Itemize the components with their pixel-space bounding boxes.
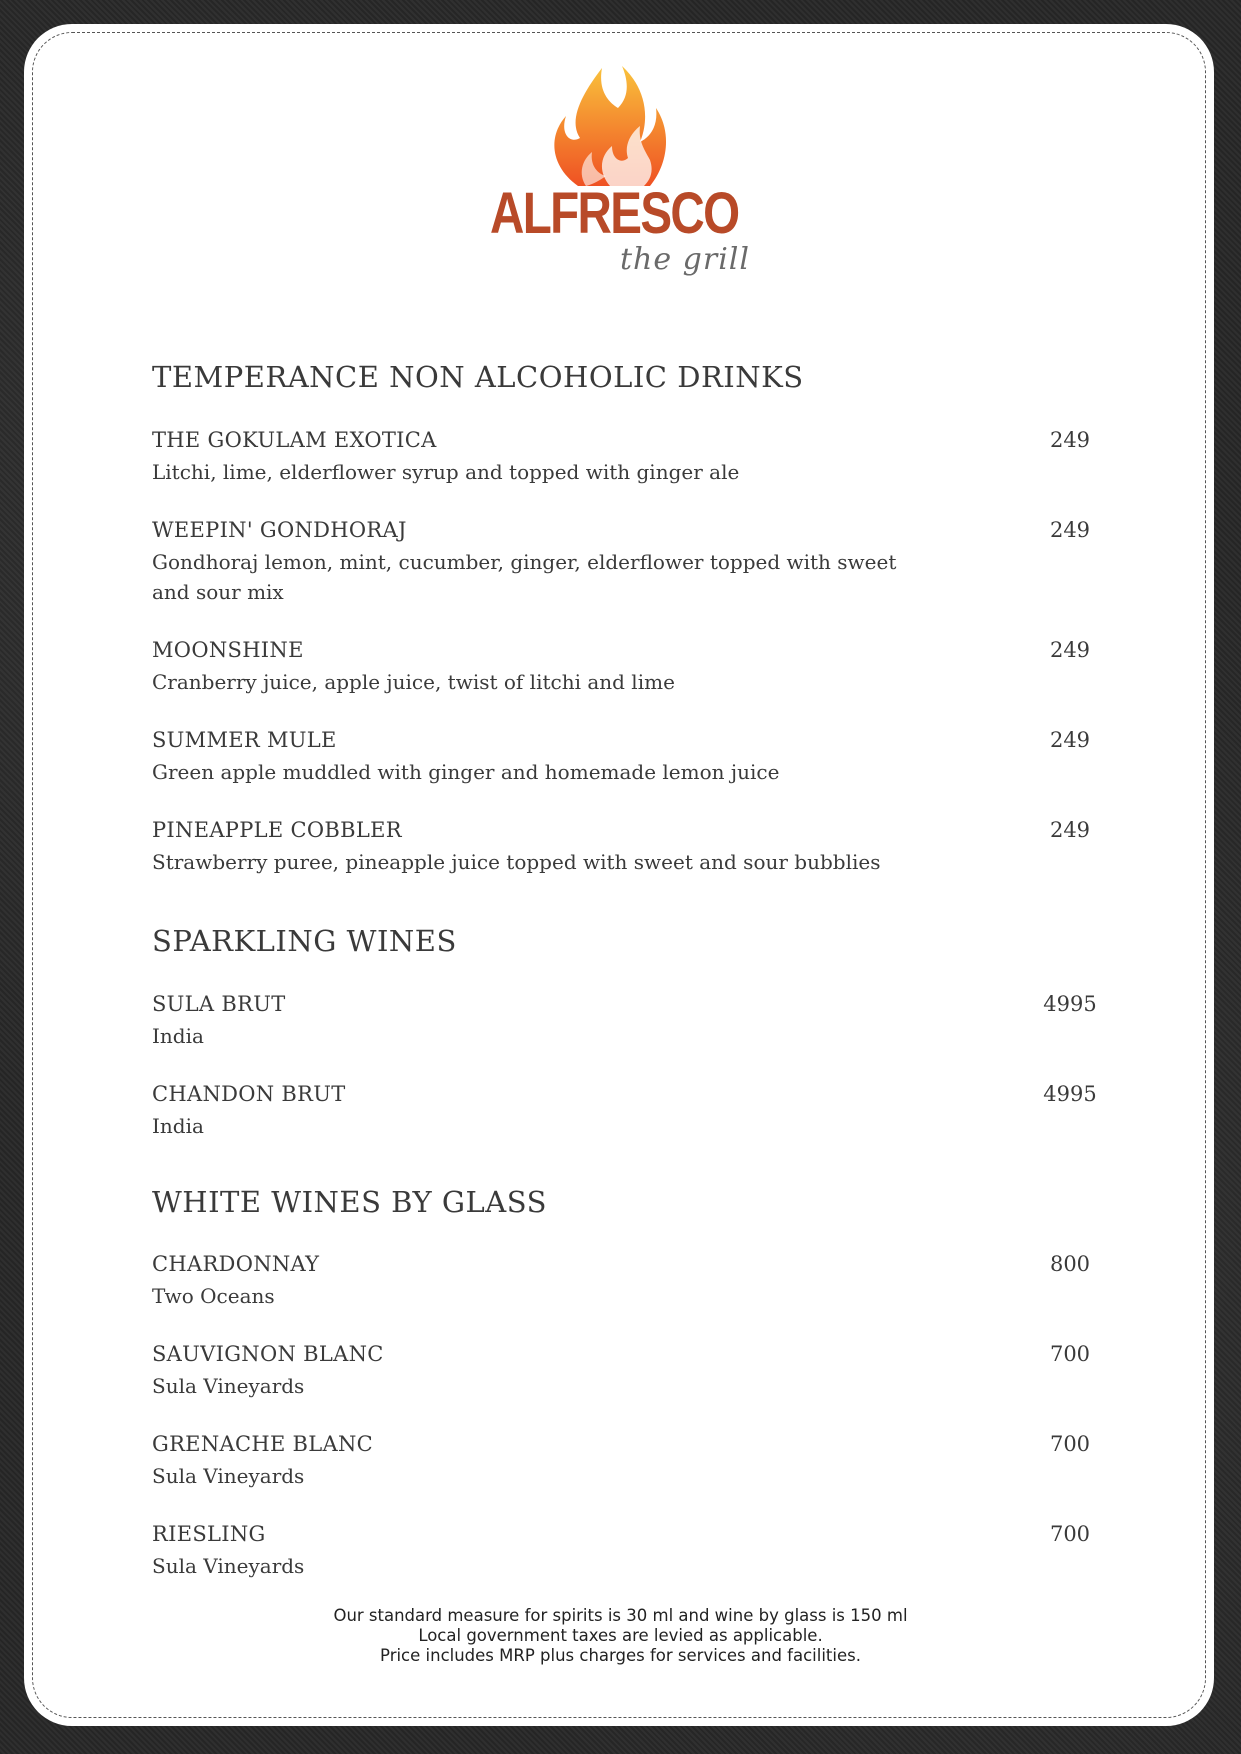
- footer-line: Local government taxes are levied as applicable.: [418, 1626, 823, 1645]
- item-description: Gondhoraj lemon, mint, cucumber, ginger, elderflower topped with sweet and sour mix: [152, 550, 897, 604]
- item-price: 4995: [1043, 992, 1097, 1016]
- item-description: Cranberry juice, apple juice, twist of litchi and lime: [152, 670, 675, 694]
- section-title-temperance: TEMPERANCE NON ALCOHOLIC DRINKS: [152, 360, 804, 394]
- footer-line: Our standard measure for spirits is 30 ml and wine by glass is 150 ml: [333, 1606, 908, 1625]
- item-description: Sula Vineyards: [152, 1464, 305, 1488]
- item-price: 249: [1049, 518, 1091, 542]
- item-description: Two Oceans: [152, 1284, 275, 1308]
- item-name: SULA BRUT: [152, 992, 286, 1016]
- item-name: CHARDONNAY: [152, 1252, 320, 1276]
- item-name: MOONSHINE: [152, 638, 304, 662]
- section-title-white-wines: WHITE WINES BY GLASS: [152, 1185, 547, 1219]
- item-name: PINEAPPLE COBBLER: [152, 818, 402, 842]
- item-name: RIESLING: [152, 1522, 266, 1546]
- item-description: Strawberry puree, pineapple juice topped with sweet and sour bubblies: [152, 850, 881, 874]
- item-description: India: [152, 1024, 204, 1048]
- item-name: SAUVIGNON BLANC: [152, 1342, 384, 1366]
- logo-wordmark: ALFRESCO: [490, 181, 739, 246]
- item-price: 249: [1049, 728, 1091, 752]
- section-title-sparkling-wines: SPARKLING WINES: [152, 924, 457, 958]
- item-name: WEEPIN' GONDHORAJ: [152, 518, 407, 542]
- restaurant-logo: [490, 46, 750, 296]
- flame-icon: [490, 46, 750, 196]
- item-name: SUMMER MULE: [152, 728, 337, 752]
- logo-tagline: the grill: [620, 242, 750, 277]
- footer-line: Price includes MRP plus charges for services and facilities.: [380, 1646, 861, 1665]
- item-price: 249: [1049, 818, 1091, 842]
- item-price: 700: [1049, 1522, 1091, 1546]
- item-description: Green apple muddled with ginger and homemade lemon juice: [152, 760, 780, 784]
- item-price: 4995: [1043, 1082, 1097, 1106]
- item-price: 700: [1049, 1432, 1091, 1456]
- item-name: GRENACHE BLANC: [152, 1432, 374, 1456]
- footer-note: [0, 1606, 1241, 1666]
- item-price: 800: [1049, 1252, 1091, 1276]
- item-price: 700: [1049, 1342, 1091, 1366]
- item-description: Sula Vineyards: [152, 1374, 305, 1398]
- item-description: India: [152, 1114, 204, 1138]
- item-price: 249: [1049, 428, 1091, 452]
- item-description: Sula Vineyards: [152, 1554, 305, 1578]
- item-price: 249: [1049, 638, 1091, 662]
- item-name: THE GOKULAM EXOTICA: [152, 428, 437, 452]
- item-name: CHANDON BRUT: [152, 1082, 346, 1106]
- item-description: Litchi, lime, elderflower syrup and topped with ginger ale: [152, 460, 740, 484]
